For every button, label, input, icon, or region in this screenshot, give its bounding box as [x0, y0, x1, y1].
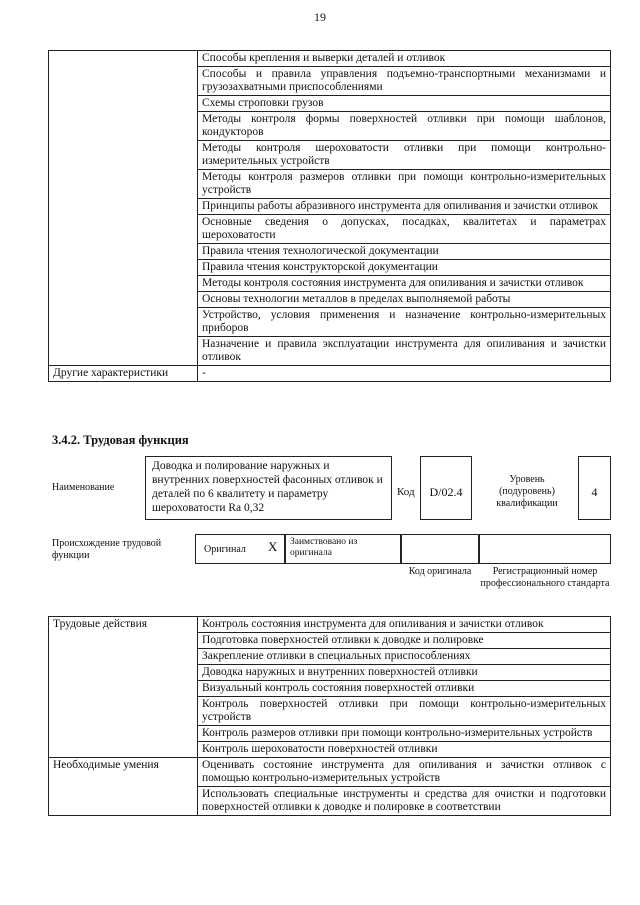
- row-text: Правила чтения технологической документации: [198, 244, 611, 260]
- group-item: Доводка наружных и внутренних поверхностей отливки: [198, 665, 611, 681]
- borrowed-label: Заимствовано из оригинала: [290, 537, 358, 558]
- group-item: Оценивать состояние инструмента для опиливания и зачистки отливок с помощью контрольно-измерительных устройств: [198, 758, 611, 787]
- row-text: Назначение и правила эксплуатации инструмента для опиливания и зачистки отливок: [198, 337, 611, 366]
- level-label: Уровень (подуровень) квалификации: [496, 474, 558, 509]
- original-code-cell: [401, 534, 479, 564]
- row-text: Принципы работы абразивного инструмента для опиливания и зачистки отливок: [198, 199, 611, 215]
- reg-caption: Регистрационный номер профессионального стандарта: [480, 566, 610, 589]
- row-text: -: [198, 366, 611, 382]
- original-cell: [195, 534, 285, 564]
- row-text: Основы технологии металлов в пределах выполняемой работы: [198, 292, 611, 308]
- row-text: Основные сведения о допусках, посадках, квалитетах и параметрах шероховатости: [198, 215, 611, 244]
- table-row: [49, 51, 611, 67]
- row-text: Способы и правила управления подъемно-транспортными механизмами и грузозахватными приспособлениями: [198, 67, 611, 96]
- group-item: Контроль шероховатости поверхностей отливки: [198, 742, 611, 758]
- group-label: Трудовые действия: [49, 617, 198, 758]
- group-item: Контроль состояния инструмента для опиливания и зачистки отливок: [198, 617, 611, 633]
- row-text: Методы контроля шероховатости отливки при помощи контрольно-измерительных устройств: [198, 141, 611, 170]
- original-label: Оригинал: [204, 544, 246, 555]
- table-row: [49, 758, 611, 787]
- group-item: Закрепление отливки в специальных приспособлениях: [198, 649, 611, 665]
- code-label: Код: [397, 486, 415, 498]
- row-label: Другие характеристики: [49, 366, 198, 382]
- row-text: Методы контроля размеров отливки при помощи контрольно-измерительных устройств: [198, 170, 611, 199]
- row-text: Схемы строповки грузов: [198, 96, 611, 112]
- origin-label: Происхождение трудовой функции: [52, 538, 162, 561]
- original-mark: X: [268, 539, 278, 554]
- row-text: Устройство, условия применения и назначение контрольно-измерительных приборов: [198, 308, 611, 337]
- row-text: Методы контроля состояния инструмента для опиливания и зачистки отливок: [198, 276, 611, 292]
- group-item: Использовать специальные инструменты и средства для очистки и подготовки поверхностей отливки к доводке и полировке в соответствии: [198, 787, 611, 816]
- group-item: Контроль размеров отливки при помощи контрольно-измерительных устройств: [198, 726, 611, 742]
- group-item: Визуальный контроль состояния поверхностей отливки: [198, 681, 611, 697]
- function-name-value: Доводка и полирование наружных и внутренних поверхностей фасонных отливок и деталей по 6 квалитету и параметру шероховатости Ra 0,32: [145, 456, 392, 520]
- knowledge-table: [48, 50, 611, 382]
- section-heading: 3.4.2. Трудовая функция: [52, 433, 189, 447]
- row-label: [49, 51, 198, 366]
- group-item: Подготовка поверхностей отливки к доводке и полировке: [198, 633, 611, 649]
- table-row: [49, 366, 611, 382]
- group-label: Необходимые умения: [49, 758, 198, 816]
- group-item: Контроль поверхностей отливки при помощи контрольно-измерительных устройств: [198, 697, 611, 726]
- row-text: Способы крепления и выверки деталей и отливок: [198, 51, 611, 67]
- borrowed-cell: [285, 534, 401, 564]
- reg-number-cell: [479, 534, 611, 564]
- level-value: 4: [578, 456, 611, 520]
- code-value: D/02.4: [420, 456, 472, 520]
- name-label: Наименование: [52, 482, 115, 493]
- actions-skills-table: [48, 616, 611, 816]
- code-caption: Код оригинала: [408, 566, 472, 577]
- table-row: [49, 617, 611, 633]
- page-number: 19: [314, 10, 326, 24]
- row-text: Методы контроля формы поверхностей отливки при помощи шаблонов, кондукторов: [198, 112, 611, 141]
- row-text: Правила чтения конструкторской документации: [198, 260, 611, 276]
